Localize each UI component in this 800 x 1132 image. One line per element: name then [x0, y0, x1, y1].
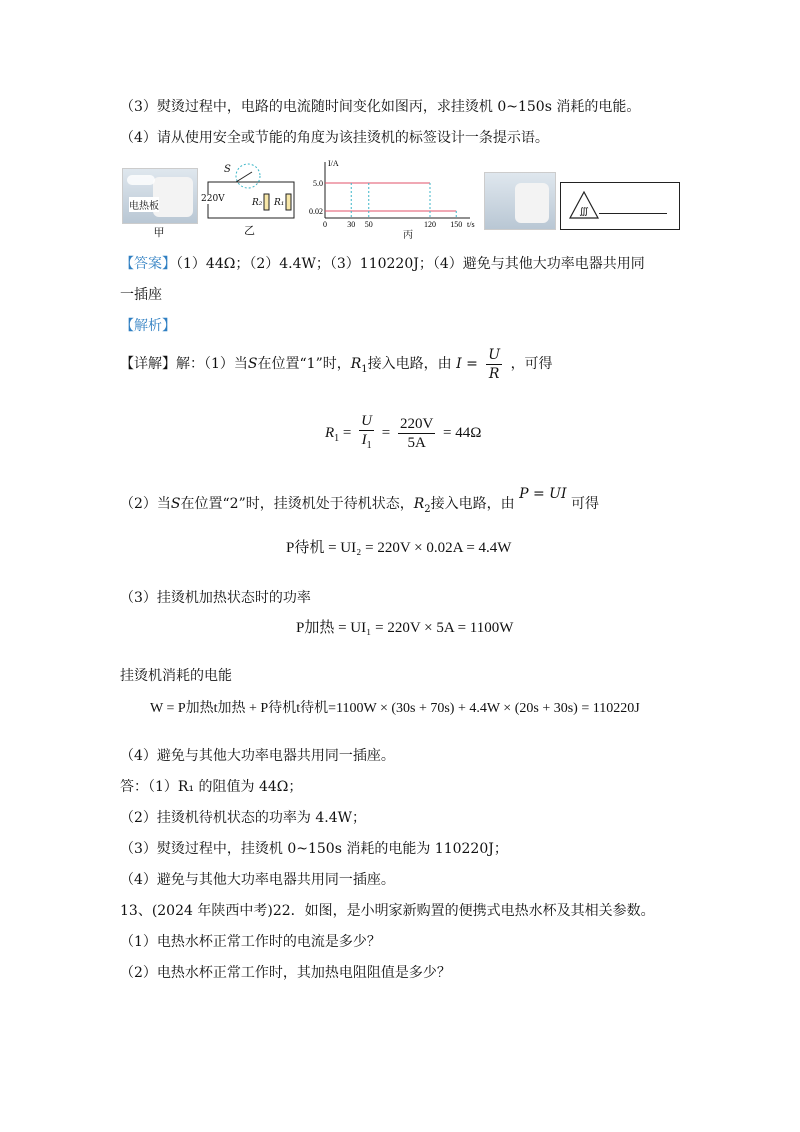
analysis-tag: 【解析】 — [120, 318, 176, 334]
question-4: （4）请从使用安全或节能的角度为该挂烫机的标签设计一条提示语。 — [120, 130, 549, 146]
answer-text: （1）44Ω；（2）4.4W；（3）110220J；（4）避免与其他大功率电器共用同 — [176, 256, 645, 272]
axis-y-label: I/A — [328, 159, 339, 168]
figure-yi-circuit — [200, 160, 300, 236]
answer-continued: 一插座 — [120, 287, 162, 303]
switch-label: S — [224, 164, 231, 175]
p3-line: （3）挂烫机加热状态时的功率 — [120, 590, 311, 606]
figure-yi-caption: 乙 — [244, 224, 255, 237]
equation-r1: $R_1$ = $\frac{U}{I_1}$ = $\frac{220V}{5A}$ = 44Ω — [325, 413, 482, 451]
svg-text:∭: ∭ — [579, 206, 589, 216]
tick-y-002: 0.02 — [309, 207, 323, 216]
detail-line: 【详解】解：（1）当S在位置“1”时，$R_1$接入电路，由 I = $\frac{U}{R}$ ，可得 — [120, 346, 553, 382]
tick-y-5: 5.0 — [313, 179, 323, 188]
figure-label-photo — [484, 172, 554, 228]
question-3: （3）熨烫过程中，电路的电流随时间变化如图丙，求挂烫机 0~150s 消耗的电能。 — [120, 99, 641, 115]
ans-2: （2）挂烫机待机状态的功率为 4.4W； — [120, 810, 367, 826]
tick-x-0: 0 — [323, 220, 327, 229]
question-13: 13、(2024 年陕西中考)22．如图，是小明家新购置的便携式电热水杯及其相关参数。 — [120, 903, 655, 919]
equation-energy: W = P加热t加热 + P待机t待机=1100W × (30s + 70s) + 4.4W × (20s + 30s) = 110220J — [150, 701, 640, 716]
answer-line — [120, 254, 645, 274]
current-time-chart — [305, 158, 475, 238]
r1-label: R₁ — [274, 198, 285, 208]
figure-bing-caption: 丙 — [403, 230, 413, 241]
tick-x-30: 30 — [347, 220, 356, 229]
voltage-label: 220V — [201, 194, 225, 204]
ans-3: （3）熨烫过程中，挂烫机 0~150s 消耗的电能为 110220J； — [120, 841, 508, 857]
question-13-2: （2）电热水杯正常工作时，其加热电阻阻值是多少？ — [120, 965, 451, 981]
tick-x-150: 150 — [450, 220, 463, 229]
figure-bing-chart — [305, 158, 475, 241]
ans-4: （4）避免与其他大功率电器共用同一插座。 — [120, 872, 395, 888]
ans-1: 答：（1）R₁ 的阻值为 44Ω； — [120, 779, 303, 795]
r2-label: R₂ — [252, 198, 263, 208]
label-box — [560, 182, 680, 230]
figure-jia-caption: 甲 — [153, 226, 165, 239]
tick-x-50: 50 — [364, 220, 373, 229]
equation-heating: P加热 = UI₁ = 220V × 5A = 1100W — [296, 620, 514, 636]
axis-x-label: t/s — [467, 220, 475, 229]
energy-label: 挂烫机消耗的电能 — [120, 668, 232, 684]
answer-tag: 【答案】 — [120, 256, 176, 272]
warning-icon — [564, 186, 604, 226]
question-13-1: （1）电热水杯正常工作时的电流是多少？ — [120, 934, 381, 950]
p2-line: （2）当S在位置“2”时，挂烫机处于待机状态，$R_2$接入电路，由 P = UI 可得 — [120, 486, 599, 515]
device-label: 电热板 — [129, 197, 159, 212]
ohm-law-fraction: $\frac{U}{R}$ — [488, 346, 501, 382]
equation-standby: P待机 = UI₂ = 220V × 0.02A = 4.4W — [286, 540, 512, 556]
p4-line: （4）避免与其他大功率电器共用同一插座。 — [120, 748, 395, 764]
tick-x-120: 120 — [424, 220, 436, 229]
figure-jia — [122, 168, 196, 239]
